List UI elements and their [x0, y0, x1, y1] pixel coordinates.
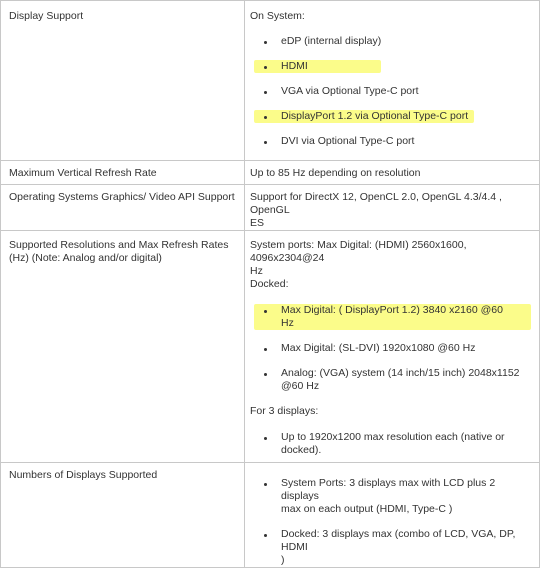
- row-value-cell: [245, 231, 540, 463]
- intro-line: Docked:: [250, 278, 289, 290]
- list-item: Up to 1920x1200 max resolution each (native or docked).: [250, 431, 531, 457]
- table-row: [1, 1, 540, 161]
- display-support-list: [250, 35, 531, 148]
- row-label: Maximum Vertical Refresh Rate: [9, 167, 157, 179]
- list-item: [250, 304, 531, 330]
- row-value-cell: [245, 185, 540, 231]
- row-label: Display Support: [9, 10, 84, 22]
- highlight: HDMI: [254, 60, 381, 73]
- row-value-cell: [245, 463, 540, 568]
- highlight: Max Digital: ( DisplayPort 1.2) 3840 x2160 @60 Hz: [254, 304, 531, 330]
- list-item: Analog: (VGA) system (14 inch/15 inch) 2048x1152 @60 Hz: [250, 367, 531, 393]
- three-displays-list: [250, 431, 531, 457]
- row-label-line: (Hz) (Note: Analog and/or digital): [9, 252, 162, 264]
- row-label: Numbers of Displays Supported: [9, 469, 158, 481]
- row-value-line: ES: [250, 217, 265, 229]
- list-item: Max Digital: (SL-DVI) 1920x1080 @60 Hz: [250, 342, 531, 355]
- row-label-cell: [1, 463, 245, 568]
- row-value-cell: [245, 161, 540, 185]
- list-item: eDP (internal display): [250, 35, 531, 48]
- row-value: Up to 85 Hz depending on resolution: [250, 167, 421, 179]
- row-value-line: Support for DirectX 12, OpenCL 2.0, OpenGL 4.3/4.4 , OpenGL: [250, 191, 502, 216]
- list-item: [250, 110, 531, 123]
- row-label-cell: [1, 1, 245, 161]
- resolutions-list: [250, 304, 531, 393]
- on-system-label: On System:: [250, 10, 305, 22]
- displays-supported-list: [250, 477, 531, 567]
- table-row: [1, 161, 540, 185]
- list-item: [250, 60, 531, 73]
- table-row: [1, 463, 540, 568]
- list-item: Docked: 3 displays max (combo of LCD, VGA, DP, HDMI ): [250, 528, 531, 567]
- list-item: VGA via Optional Type-C port: [250, 85, 531, 98]
- row-value-cell: [245, 1, 540, 161]
- row-label: Operating Systems Graphics/ Video API Support: [9, 191, 235, 203]
- table-row: [1, 231, 540, 463]
- row-label-cell: [1, 161, 245, 185]
- intro-line: Hz: [250, 265, 263, 277]
- row-label-cell: [1, 185, 245, 231]
- list-item: System Ports: 3 displays max with LCD plus 2 displays max on each output (HDMI, Type-C ): [250, 477, 531, 516]
- intro-line: System ports: Max Digital: (HDMI) 2560x1600, 4096x2304@24: [250, 239, 467, 264]
- highlight: DisplayPort 1.2 via Optional Type-C port: [254, 110, 474, 123]
- table-row: [1, 185, 540, 231]
- row-label-cell: [1, 231, 245, 463]
- subheading: For 3 displays:: [250, 405, 319, 417]
- row-label-line: Supported Resolutions and Max Refresh Rates: [9, 239, 229, 251]
- list-item: DVI via Optional Type-C port: [250, 135, 531, 148]
